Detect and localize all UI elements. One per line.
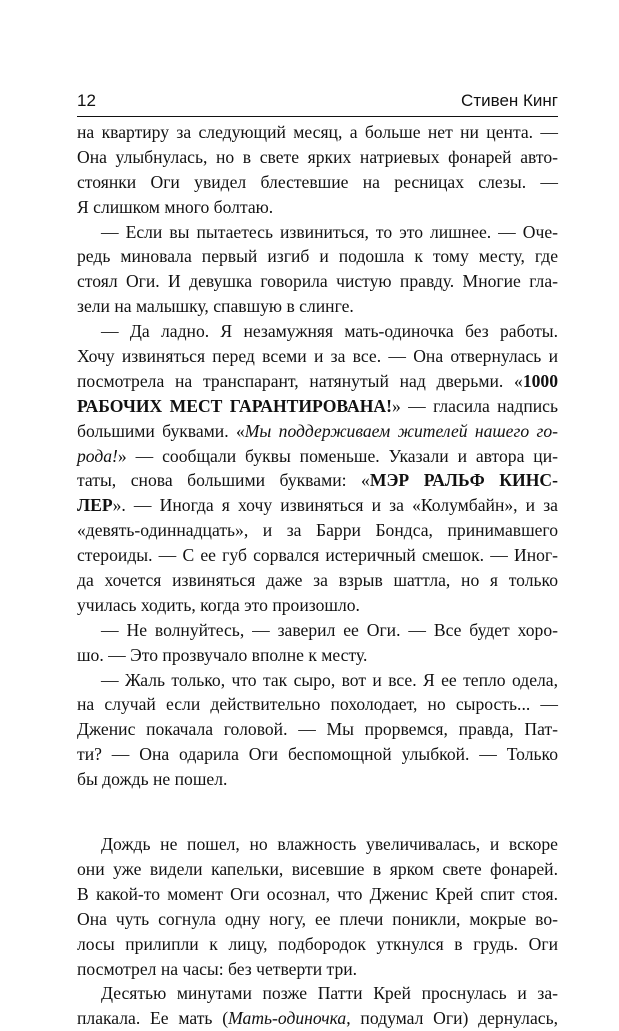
text-line: зели на малышку, спавшую в слинге. [77,296,354,317]
text-line: В какой-то момент Оги осознал, что Дженис Крей спит стоя. [77,883,558,904]
text-line: — Не волнуйтесь, — заверил ее Оги. — Все будет хоро- [101,619,558,640]
body-text [77,120,558,1031]
text-line: Дженис покачала головой. — Мы прорвемся, правда, Пат- [77,719,558,740]
running-title: Стивен Кинг [461,91,558,110]
text-line: РАБОЧИХ МЕСТ ГАРАНТИРОВАНА!» — гласила надпись [77,395,558,416]
italic-text: Мать-одиночка [228,1008,347,1029]
text-line: Она чуть согнула одну ногу, ее плечи поникли, мокрые во- [77,908,558,929]
text-line: училась ходить, когда это произошло. [77,594,360,615]
text-line: — Жаль только, что так сыро, вот и все. Я ее тепло одела, [101,669,558,690]
text-line: да хочется извиняться даже за взрыв шаттла, но я только [77,570,558,591]
text-line: рода!» — сообщали буквы поменьше. Указали и автора ци- [77,445,558,466]
text-line: плакала. Ее мать (Мать-одиночка, подумал Оги) дернулась, [77,1008,558,1029]
text-line: ЛЕР». — Иногда я хочу извиняться и за «Колумбайн», и за [77,495,558,516]
text-line: бы дождь не пошел. [77,769,228,790]
text-line: шо. — Это прозвучало вполне к месту. [77,644,368,665]
text-line: посмотрела на транспарант, натянутый над дверьми. «1000 [77,370,558,391]
section-break [77,792,558,832]
text-line: редь миновала первый изгиб и подошла к тому месту, где [77,246,558,267]
text-line: — Да ладно. Я незамужняя мать-одиночка без работы. [101,321,558,342]
bold-text: РАБОЧИХ МЕСТ ГАРАНТИРОВАНА! [77,395,392,416]
text-line: — Если вы пытаетесь извиниться, то это лишнее. — Оче- [101,221,558,242]
page-number: 12 [77,91,96,110]
text-line: лосы прилипли к лицу, подбородок уткнулся в грудь. Оги [77,933,558,954]
text-line: Десятью минутами позже Патти Крей проснулась и за- [101,983,558,1004]
italic-text: рода! [77,445,118,466]
text-line: Она улыбнулась, но в свете ярких натриевых фонарей авто- [77,146,558,167]
text-line: стоянки Оги увидел блестевшие на ресницах слезы. — [77,171,558,192]
text-line: они уже видели капельки, висевшие в ярком свете фонарей. [77,858,558,879]
text-line: стоял Оги. И девушка говорила чистую правду. Многие гла- [77,271,558,292]
bold-text: ЛЕР [77,495,113,516]
text-line: Хочу извиняться перед всеми и за все. — Она отвернулась и [77,346,558,367]
italic-text: Мы поддерживаем жителей нашего го- [244,420,558,441]
bold-text: 1000 [522,370,558,391]
text-line: ти? — Она одарила Оги беспомощной улыбкой. — Только [77,744,558,765]
text-line: большими буквами. «Мы поддерживаем жителей нашего го- [77,420,558,441]
text-line: «девять-одиннадцать», и за Барри Бондса, принимавшего [77,520,558,541]
text-line: на квартиру за следующий месяц, а больше нет ни цента. — [77,122,558,142]
text-line: Дождь не пошел, но влажность увеличивалась, и вскоре [101,834,558,855]
running-header [77,88,558,114]
text-line: Я слишком много болтаю. [77,196,274,217]
header-rule [77,116,558,117]
text-line: стероиды. — С ее губ сорвался истеричный смешок. — Иног- [77,545,558,566]
text-line: посмотрел на часы: без четверти три. [77,958,358,979]
text-line: таты, снова большими буквами: «МЭР РАЛЬФ КИНС- [77,470,558,491]
text-line: на случай если действительно похолодает, но сырость... — [77,694,558,715]
bold-text: МЭР РАЛЬФ КИНС- [369,470,558,491]
